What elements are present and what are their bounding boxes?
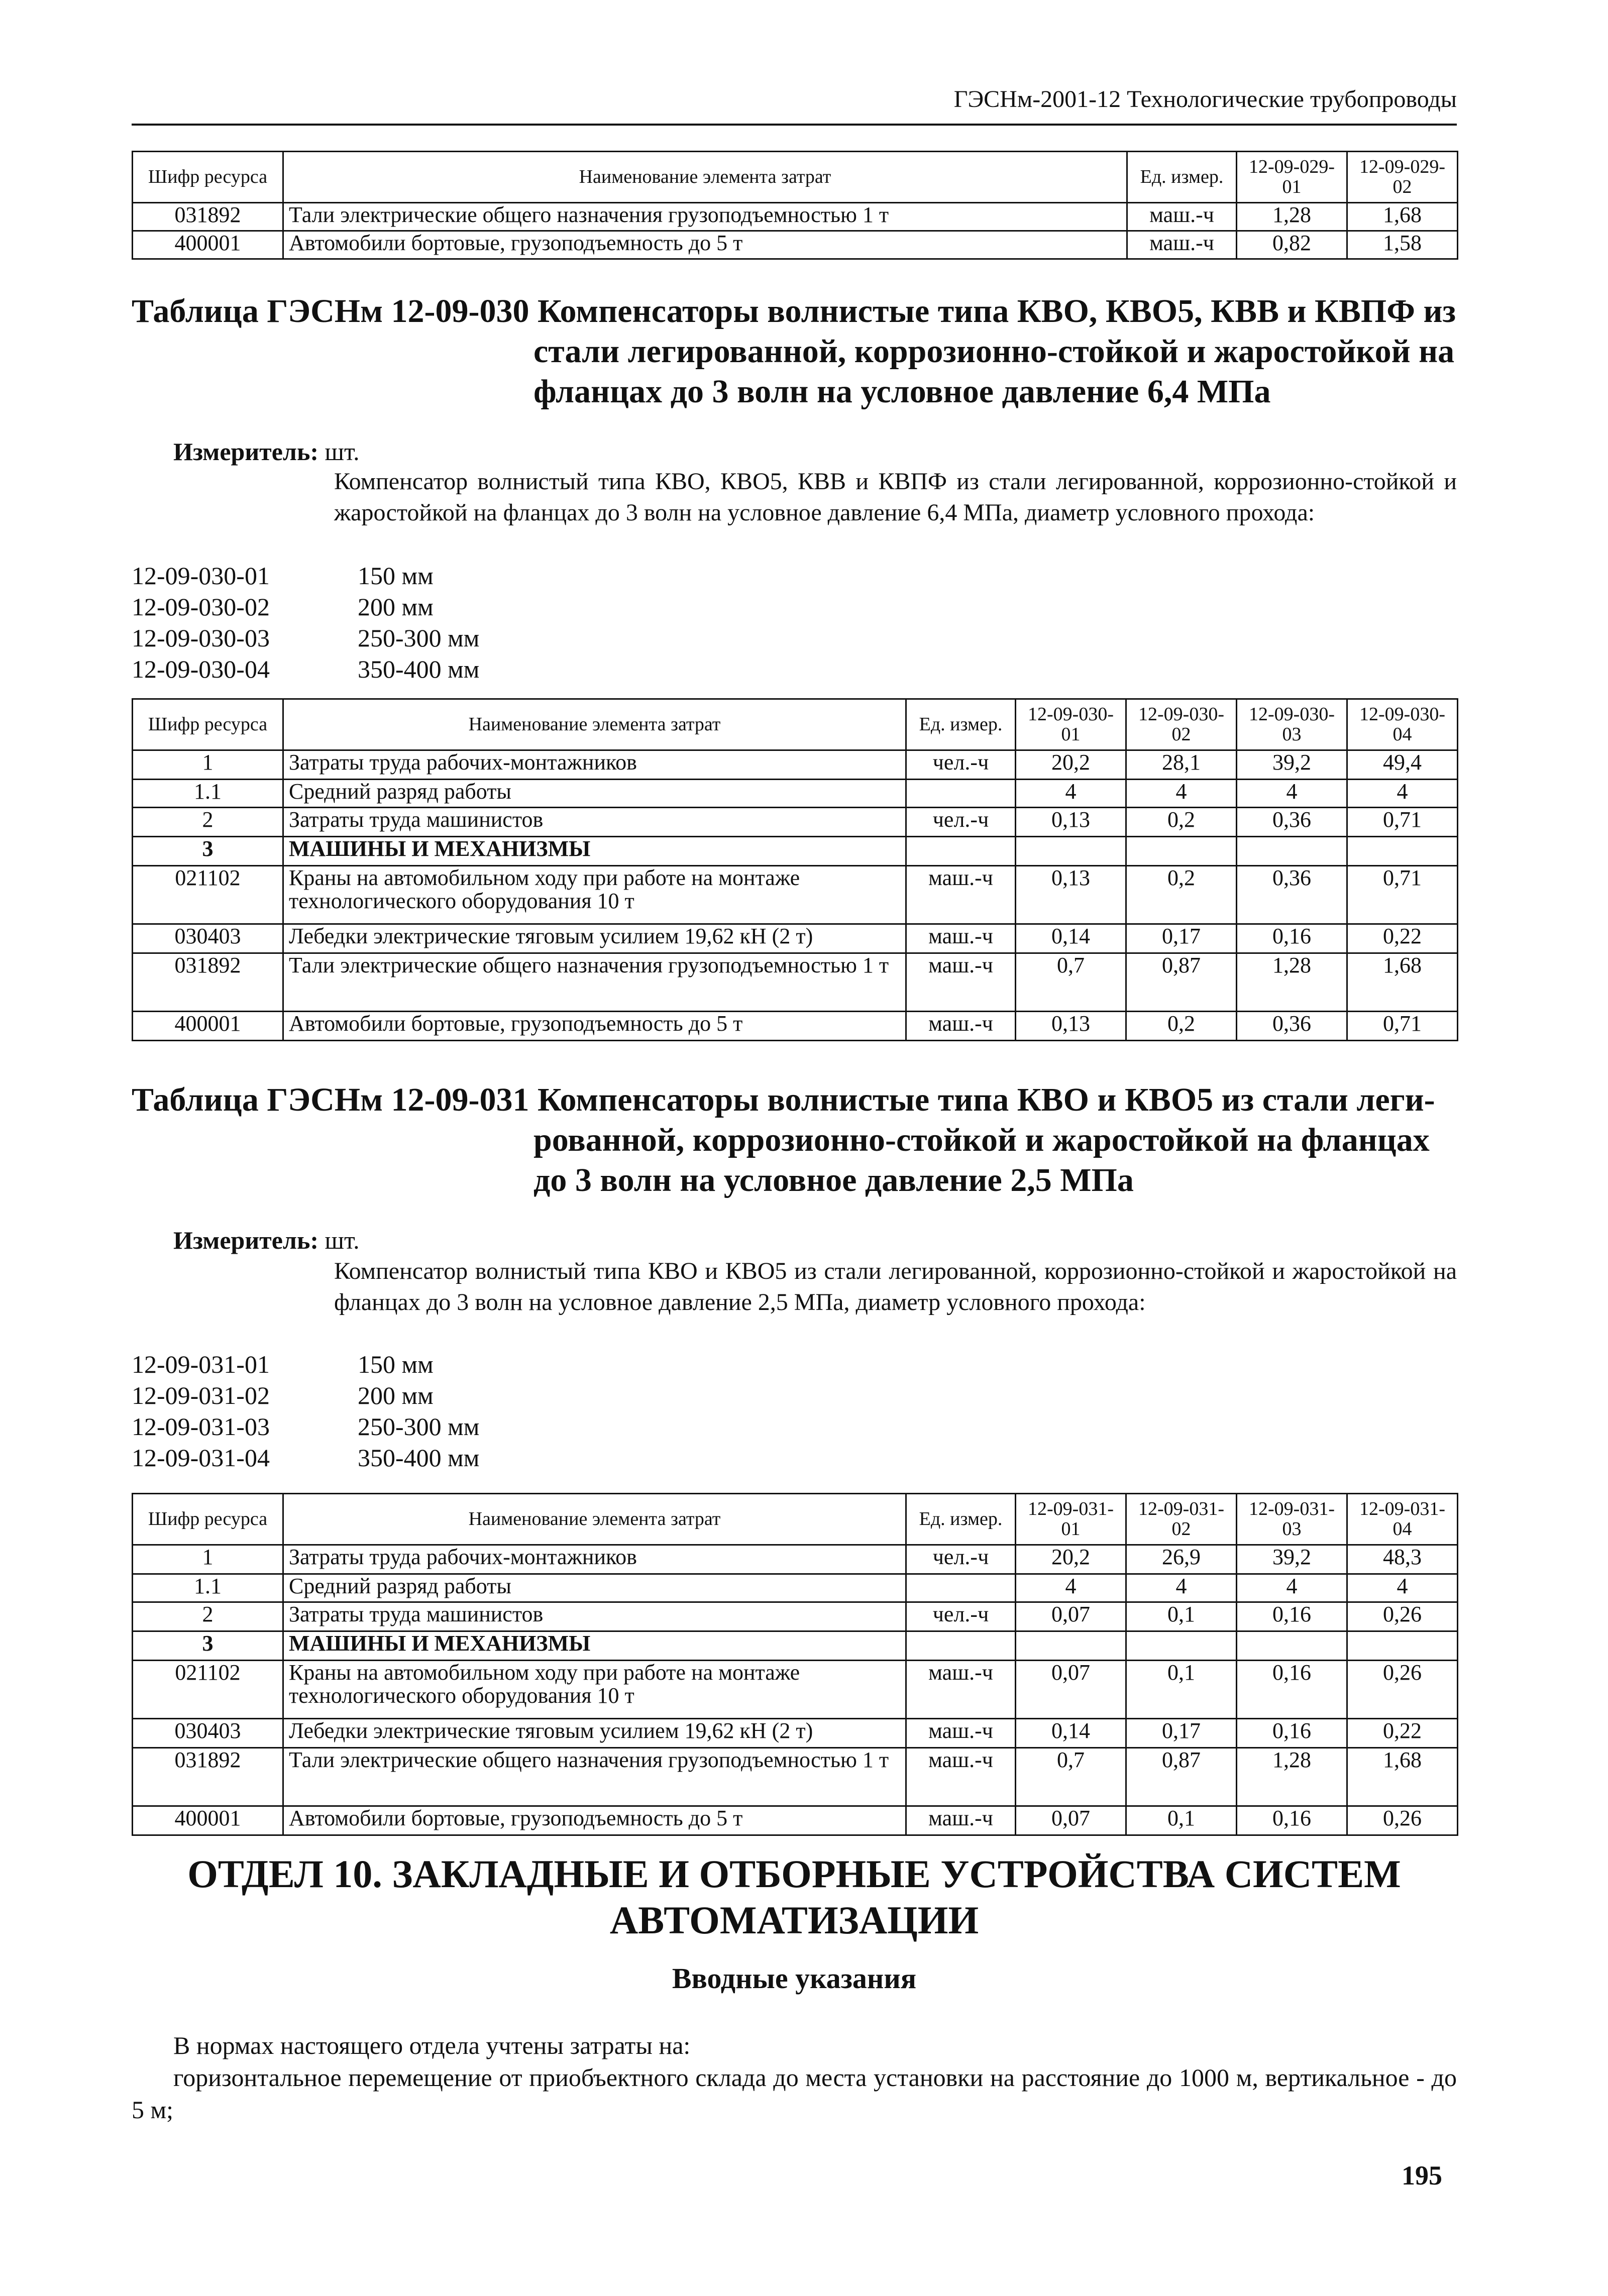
table-row [133, 203, 1458, 231]
variant-row [132, 653, 479, 685]
resource-name: Затраты труда рабочих-монтажников [283, 750, 906, 780]
intro-title: Вводные указания [672, 1962, 917, 1995]
resource-unit: маш.-ч [906, 1806, 1016, 1835]
resource-value [1237, 837, 1347, 866]
resource-value: 0,7 [1016, 953, 1126, 1012]
variant-size: 250-300 мм [358, 1412, 480, 1441]
section-title [132, 1851, 1457, 1943]
table-row [133, 953, 1458, 1012]
col-header-unit: Ед. измер. [1127, 152, 1237, 203]
col-header-variant: 12-09-029-02 [1347, 152, 1458, 203]
resource-unit: чел.-ч [906, 1602, 1016, 1631]
meter-value: шт. [325, 1226, 360, 1254]
resource-unit: чел.-ч [906, 808, 1016, 837]
resource-value: 4 [1237, 1574, 1347, 1602]
variant-size: 150 мм [358, 562, 434, 590]
resource-value: 4 [1347, 1574, 1458, 1602]
resource-name: Автомобили бортовые, грузоподъемность до 5 т [283, 231, 1127, 259]
resource-name: Затраты труда машинистов [283, 1602, 906, 1631]
meter-label: Измеритель: [173, 1226, 319, 1254]
resource-value: 39,2 [1237, 1545, 1347, 1574]
table-030-title-line: фланцах до 3 волн на условное давление 6,4 МПа [533, 373, 1271, 410]
table-row [133, 924, 1458, 953]
table-row [133, 750, 1458, 780]
variant-row [132, 1411, 479, 1442]
variant-row [132, 622, 479, 653]
header-rule [132, 124, 1457, 126]
table-030-variants [132, 560, 479, 685]
resource-unit: маш.-ч [1127, 231, 1237, 259]
resource-unit: маш.-ч [1127, 203, 1237, 231]
table-031-title-line: рованной, коррозионно-стойкой и жаростойкой на фланцах [533, 1122, 1430, 1158]
variant-row [132, 1442, 479, 1473]
resource-unit: маш.-ч [906, 953, 1016, 1012]
resource-value: 0,2 [1126, 808, 1237, 837]
variant-row [132, 1380, 479, 1411]
col-header-variant: 12-09-030-04 [1347, 699, 1458, 750]
resource-unit: маш.-ч [906, 1748, 1016, 1806]
resource-unit [906, 1574, 1016, 1602]
table-row [133, 1661, 1458, 1719]
resource-name: Тали электрические общего назначения грузоподъемностью 1 т [283, 203, 1127, 231]
table-row [133, 837, 1458, 866]
intro-paragraph: В нормах настоящего отдела учтены затраты на: [173, 2031, 691, 2059]
resource-value: 39,2 [1237, 750, 1347, 780]
variant-code: 12-09-030-01 [132, 562, 270, 590]
resource-value: 0,26 [1347, 1806, 1458, 1835]
table-row [133, 1748, 1458, 1806]
table-031-variants [132, 1349, 479, 1473]
resource-value: 0,2 [1126, 866, 1237, 924]
top-table [132, 151, 1458, 260]
variant-size: 200 мм [358, 1381, 434, 1409]
col-header-code: Шифр ресурса [133, 152, 283, 203]
table-header-row [133, 1494, 1458, 1545]
resource-value [1347, 1631, 1458, 1661]
resource-unit: чел.-ч [906, 750, 1016, 780]
resource-code: 030403 [133, 1719, 283, 1748]
meter-label: Измеритель: [173, 438, 319, 466]
table-030-title-line: Таблица ГЭСНм 12-09-030 Компенсаторы волнистые типа КВО, КВО5, КВВ и КВПФ из [132, 293, 1456, 330]
resource-code: 1 [133, 750, 283, 780]
resource-code: 021102 [133, 1661, 283, 1719]
resource-value: 0,16 [1237, 1719, 1347, 1748]
intro-paragraph [132, 2061, 1457, 2126]
table-031-title-line: до 3 волн на условное давление 2,5 МПа [533, 1162, 1134, 1198]
table-row [133, 1719, 1458, 1748]
resource-code: 400001 [133, 1012, 283, 1041]
resource-value: 4 [1016, 1574, 1126, 1602]
resource-value [1237, 1631, 1347, 1661]
resource-value: 0,71 [1347, 866, 1458, 924]
col-header-variant: 12-09-030-01 [1016, 699, 1126, 750]
resource-value: 0,26 [1347, 1661, 1458, 1719]
section-title-line: АВТОМАТИЗАЦИИ [609, 1898, 979, 1942]
variant-row [132, 560, 479, 591]
col-header-variant: 12-09-030-02 [1126, 699, 1237, 750]
table-030 [132, 698, 1458, 1041]
col-header-name: Наименование элемента затрат [283, 699, 906, 750]
col-header-variant: 12-09-031-02 [1126, 1494, 1237, 1545]
table-header-row [133, 699, 1458, 750]
resource-value: 20,2 [1016, 750, 1126, 780]
col-header-variant: 12-09-029-01 [1237, 152, 1347, 203]
table-031-title [132, 1080, 1458, 1200]
table-row [133, 1574, 1458, 1602]
resource-value: 1,68 [1347, 203, 1458, 231]
running-header: ГЭСНм-2001-12 Технологические трубопроводы [953, 86, 1457, 113]
table-030-description: Компенсатор волнистый типа КВО, КВО5, КВВ и КВПФ из стали легированной, коррозионно-стойкой и жаростойкой на фланцах до 3 волн на условное давление 6,4 МПа, диаметр условного прохода: [334, 468, 1457, 526]
resource-value: 0,87 [1126, 1748, 1237, 1806]
variant-code: 12-09-030-04 [132, 655, 270, 683]
col-header-unit: Ед. измер. [906, 1494, 1016, 1545]
table-row [133, 1806, 1458, 1835]
resource-code: 2 [133, 808, 283, 837]
resource-name: Автомобили бортовые, грузоподъемность до 5 т [283, 1012, 906, 1041]
variant-row [132, 591, 479, 622]
resource-value: 1,68 [1347, 1748, 1458, 1806]
resource-value: 28,1 [1126, 750, 1237, 780]
resource-name: Затраты труда машинистов [283, 808, 906, 837]
resource-value: 0,13 [1016, 808, 1126, 837]
resource-value [1126, 1631, 1237, 1661]
resource-code: 1.1 [133, 780, 283, 808]
variant-code: 12-09-031-02 [132, 1381, 270, 1409]
resource-value: 26,9 [1126, 1545, 1237, 1574]
resource-value: 0,87 [1126, 953, 1237, 1012]
resource-value: 0,07 [1016, 1661, 1126, 1719]
resource-name: МАШИНЫ И МЕХАНИЗМЫ [283, 837, 906, 866]
variant-row [132, 1349, 479, 1380]
col-header-name: Наименование элемента затрат [283, 1494, 906, 1545]
resource-value [1016, 837, 1126, 866]
resource-name: Тали электрические общего назначения грузоподъемностью 1 т [283, 953, 906, 1012]
resource-value: 20,2 [1016, 1545, 1126, 1574]
resource-value: 0,1 [1126, 1661, 1237, 1719]
resource-unit: маш.-ч [906, 1719, 1016, 1748]
table-row [133, 231, 1458, 259]
table-row [133, 1602, 1458, 1631]
resource-code: 031892 [133, 203, 283, 231]
resource-value: 1,28 [1237, 203, 1347, 231]
col-header-variant: 12-09-031-04 [1347, 1494, 1458, 1545]
variant-code: 12-09-030-03 [132, 624, 270, 652]
variant-size: 250-300 мм [358, 624, 480, 652]
resource-value: 1,28 [1237, 1748, 1347, 1806]
resource-value: 49,4 [1347, 750, 1458, 780]
col-header-variant: 12-09-030-03 [1237, 699, 1347, 750]
resource-value: 0,1 [1126, 1602, 1237, 1631]
resource-value: 0,07 [1016, 1602, 1126, 1631]
resource-value: 0,17 [1126, 1719, 1237, 1748]
resource-name: Автомобили бортовые, грузоподъемность до 5 т [283, 1806, 906, 1835]
variant-size: 150 мм [358, 1350, 434, 1378]
table-row [133, 1545, 1458, 1574]
resource-code: 400001 [133, 231, 283, 259]
resource-value: 4 [1347, 780, 1458, 808]
resource-unit: маш.-ч [906, 866, 1016, 924]
resource-unit: маш.-ч [906, 1661, 1016, 1719]
col-header-code: Шифр ресурса [133, 699, 283, 750]
intro-paragraph-text: горизонтальное перемещение от приобъектного склада до места установки на расстояние до 1000 м, вертикальное - до 5 м; [132, 2063, 1457, 2124]
col-header-code: Шифр ресурса [133, 1494, 283, 1545]
resource-value: 0,13 [1016, 866, 1126, 924]
col-header-variant: 12-09-031-03 [1237, 1494, 1347, 1545]
resource-value: 0,16 [1237, 1602, 1347, 1631]
resource-value: 0,07 [1016, 1806, 1126, 1835]
table-row [133, 1631, 1458, 1661]
resource-value: 4 [1126, 780, 1237, 808]
resource-value: 4 [1016, 780, 1126, 808]
resource-code: 031892 [133, 953, 283, 1012]
resource-unit [906, 837, 1016, 866]
resource-unit: чел.-ч [906, 1545, 1016, 1574]
table-row [133, 808, 1458, 837]
resource-value: 0,26 [1347, 1602, 1458, 1631]
variant-code: 12-09-031-03 [132, 1412, 270, 1441]
resource-name: Затраты труда рабочих-монтажников [283, 1545, 906, 1574]
variant-size: 200 мм [358, 593, 434, 621]
variant-code: 12-09-031-04 [132, 1444, 270, 1472]
resource-code: 3 [133, 1631, 283, 1661]
resource-value: 1,58 [1347, 231, 1458, 259]
resource-name: Средний разряд работы [283, 1574, 906, 1602]
resource-unit [906, 1631, 1016, 1661]
resource-code: 400001 [133, 1806, 283, 1835]
variant-code: 12-09-030-02 [132, 593, 270, 621]
col-header-name: Наименование элемента затрат [283, 152, 1127, 203]
resource-value [1347, 837, 1458, 866]
resource-code: 3 [133, 837, 283, 866]
resource-value: 0,16 [1237, 1661, 1347, 1719]
resource-value: 0,36 [1237, 866, 1347, 924]
resource-code: 1 [133, 1545, 283, 1574]
resource-name: Лебедки электрические тяговым усилием 19,62 кН (2 т) [283, 1719, 906, 1748]
resource-value: 4 [1126, 1574, 1237, 1602]
table-header-row [133, 152, 1458, 203]
table-row [133, 866, 1458, 924]
resource-value: 0,17 [1126, 924, 1237, 953]
col-header-variant: 12-09-031-01 [1016, 1494, 1126, 1545]
table-031-description: Компенсатор волнистый типа КВО и КВО5 из стали легированной, коррозионно-стойкой и жаростойкой на фланцах до 3 волн на условное давление 2,5 МПа, диаметр условного прохода: [334, 1258, 1457, 1316]
resource-value: 0,2 [1126, 1012, 1237, 1041]
resource-value: 0,36 [1237, 808, 1347, 837]
variant-size: 350-400 мм [358, 655, 480, 683]
resource-value: 0,13 [1016, 1012, 1126, 1041]
resource-value: 0,82 [1237, 231, 1347, 259]
resource-name: Лебедки электрические тяговым усилием 19,62 кН (2 т) [283, 924, 906, 953]
resource-value: 48,3 [1347, 1545, 1458, 1574]
table-031-title-line: Таблица ГЭСНм 12-09-031 Компенсаторы волнистые типа КВО и КВО5 из стали леги- [132, 1081, 1435, 1118]
col-header-unit: Ед. измер. [906, 699, 1016, 750]
resource-value: 0,36 [1237, 1012, 1347, 1041]
resource-code: 021102 [133, 866, 283, 924]
resource-value: 0,7 [1016, 1748, 1126, 1806]
resource-value: 0,22 [1347, 1719, 1458, 1748]
table-row [133, 780, 1458, 808]
variant-code: 12-09-031-01 [132, 1350, 270, 1378]
resource-value: 0,16 [1237, 924, 1347, 953]
resource-code: 1.1 [133, 1574, 283, 1602]
resource-value: 0,16 [1237, 1806, 1347, 1835]
section-title-line: ОТДЕЛ 10. ЗАКЛАДНЫЕ И ОТБОРНЫЕ УСТРОЙСТВА СИСТЕМ [187, 1852, 1401, 1896]
resource-value: 0,14 [1016, 924, 1126, 953]
resource-unit: маш.-ч [906, 924, 1016, 953]
resource-value: 4 [1237, 780, 1347, 808]
table-row [133, 1012, 1458, 1041]
table-030-meter [173, 437, 360, 466]
page-number: 195 [1402, 2160, 1442, 2191]
resource-name: Краны на автомобильном ходу при работе на монтаже технологического оборудования 10 т [283, 866, 906, 924]
resource-value: 0,22 [1347, 924, 1458, 953]
resource-name: Краны на автомобильном ходу при работе на монтаже технологического оборудования 10 т [283, 1661, 906, 1719]
meter-value: шт. [325, 438, 360, 466]
resource-value: 0,14 [1016, 1719, 1126, 1748]
resource-value: 0,71 [1347, 1012, 1458, 1041]
resource-name: Тали электрические общего назначения грузоподъемностью 1 т [283, 1748, 906, 1806]
resource-value: 1,68 [1347, 953, 1458, 1012]
resource-value: 0,1 [1126, 1806, 1237, 1835]
table-031-meter [173, 1226, 360, 1255]
resource-code: 030403 [133, 924, 283, 953]
resource-value: 0,71 [1347, 808, 1458, 837]
resource-value: 1,28 [1237, 953, 1347, 1012]
resource-code: 031892 [133, 1748, 283, 1806]
resource-code: 2 [133, 1602, 283, 1631]
table-030-title-line: стали легированной, коррозионно-стойкой и жаростойкой на [533, 333, 1455, 370]
resource-name: Средний разряд работы [283, 780, 906, 808]
table-031 [132, 1493, 1458, 1836]
resource-unit [906, 780, 1016, 808]
resource-name: МАШИНЫ И МЕХАНИЗМЫ [283, 1631, 906, 1661]
table-030-title [132, 291, 1458, 412]
resource-value [1126, 837, 1237, 866]
variant-size: 350-400 мм [358, 1444, 480, 1472]
resource-unit: маш.-ч [906, 1012, 1016, 1041]
resource-value [1016, 1631, 1126, 1661]
